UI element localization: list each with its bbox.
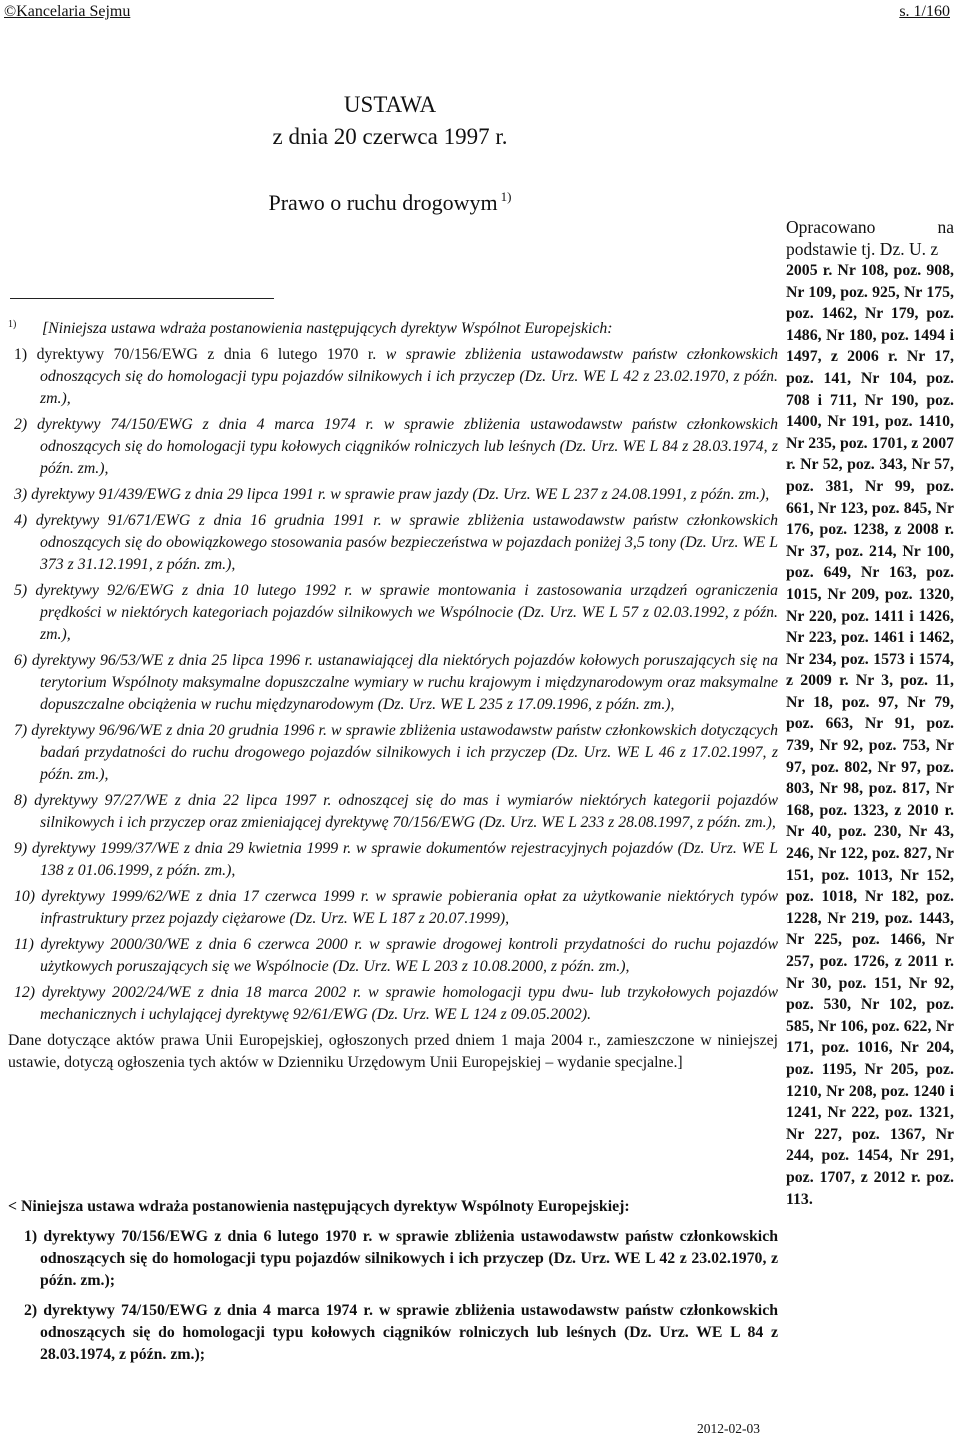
directive-text: w sprawie zbliżenia ustawodawstw państw członkowskich dotyczących badań przydatności do ruchu drogowego pojazdów silnikowych i ich przyczep (Dz. Urz. WE L 46 z 17.02.1997, z późn. zm.), [40, 722, 778, 783]
source-note-title: Opracowano na podstawie tj. Dz. U. z [786, 217, 954, 259]
source-note [786, 216, 954, 1210]
amended-intro: < Niniejsza ustawa wdraża postanowienia następujących dyrektyw Wspólnoty Europejskiej: [8, 1198, 630, 1215]
source-note-body: 2005 r. Nr 108, poz. 908, Nr 109, poz. 925, Nr 175, poz. 1462, Nr 179, poz. 1486, Nr 180, poz. 1494 i 1497, z 2006 r. Nr 17, poz. 141, Nr 104, poz. 708 i 711, Nr 190, poz. 1400, Nr 191, poz. 1410, Nr 235, poz. 1701, z 2007 r. Nr 52, poz. 343, Nr 57, poz. 381, Nr 99, poz. 661, Nr 123, poz. 845, Nr 176, poz. 1238, z 2008 r. Nr 37, poz. 214, Nr 100, poz. 649, Nr 163, poz. 1015, Nr 209, poz. 1320, Nr 220, poz. 1411 i 1426, Nr 223, poz. 1461 i 1462, Nr 234, poz. 1573 i 1574, z 2009 r. Nr 3, poz. 11, Nr 18, poz. 97, Nr 79, poz. 663, Nr 91, poz. 739, Nr 92, poz. 753, Nr 97, poz. 802, Nr 97, poz. 803, Nr 98, poz. 817, Nr 168, poz. 1323, z 2010 r. Nr 40, poz. 230, Nr 43, 246, Nr 122, poz. 827, Nr 151, poz. 1013, Nr 152, poz. 1018, Nr 182, poz. 1228, Nr 219, poz. 1443, Nr 225, poz. 1466, Nr 257, poz. 1726, z 2011 r. Nr 30, poz. 151, Nr 92, poz. 530, Nr 102, poz. 585, Nr 106, poz. 622, Nr 171, poz. 1016, Nr 204, poz. 1195, Nr 205, poz. 1210, Nr 208, poz. 1240 i 1241, Nr 222, poz. 1321, Nr 227, poz. 1367, Nr 244, poz. 1454, Nr 291, poz. 1707, z 2012 r. poz. 113. [786, 262, 954, 1208]
directive-text: w sprawie dokumentów rejestracyjnych pojazdów (Dz. Urz. WE L 138 z 01.06.1999, z późn. zm.), [40, 840, 778, 879]
directive-text: odnoszącej się do mas i wymiarów niektórych kategorii pojazdów silnikowych i ich przyczep oraz zmieniającej dyrektywę 70/156/EWG (Dz. Urz. WE L 233 z 28.08.1997, z późn. zm.), [40, 792, 778, 831]
directive-lead: 7) dyrektywy 96/96/WE z dnia 20 grudnia 1996 r. [14, 722, 327, 739]
directive-item [8, 790, 778, 834]
page-number-link[interactable]: s. 1/160 [899, 3, 950, 20]
directive-lead: 12) dyrektywy 2002/24/WE z dnia 18 marca 2002 r. [14, 984, 362, 1001]
footnote-intro [8, 318, 778, 340]
directive-item [8, 580, 778, 646]
directive-lead: 11) dyrektywy 2000/30/WE z dnia 6 czerwca 2000 r. [14, 936, 363, 953]
directive-item [8, 414, 778, 480]
footnote-tail: Dane dotyczące aktów prawa Unii Europejskiej, ogłoszonych przed dniem 1 maja 2004 r., zamieszczone w niniejszej ustawie, dotyczą ogłoszenia tych aktów w Dzienniku Urzędowym Unii Europejskiej – wydanie specjalne.] [8, 1032, 778, 1071]
directive-item [8, 720, 778, 786]
page-date: 2012-02-03 [697, 1421, 760, 1436]
directive-item [8, 934, 778, 978]
directive-lead: 3) dyrektywy 91/439/EWG z dnia 29 lipca 1991 r. [14, 486, 327, 503]
directive-lead: 5) dyrektywy 92/6/EWG z dnia 10 lutego 1992 r. [14, 582, 353, 599]
directive-item [8, 484, 778, 506]
act-date-title: z dnia 20 czerwca 1997 r. [272, 124, 508, 149]
amended-list [8, 1226, 778, 1366]
directive-item [8, 982, 778, 1026]
directive-list [8, 344, 778, 1026]
directive-item [8, 510, 778, 576]
act-name-title [0, 190, 780, 219]
footnote-mark: 1) [8, 319, 17, 330]
directive-text: w sprawie homologacji typu dwu- lub trzykołowych pojazdów mechanicznych i uchylającej dyrektywę 92/61/EWG (Dz. Urz. WE L 124 z 09.05.2002). [40, 984, 778, 1023]
amended-provision [8, 1196, 778, 1366]
directive-lead: 6) dyrektywy 96/53/WE z dnia 25 lipca 1996 r. [14, 652, 313, 669]
directive-text: w sprawie zbliżenia ustawodawstw państw członkowskich odnoszących się do obowiązkowego stosowania pasów bezpieczeństwa w pojazdach poniżej 3,5 tony (Dz. Urz. WE L 373 z 31.12.1991, z późn. zm.), [40, 512, 778, 573]
directive-text: w sprawie pobierania opłat za użytkowanie niektórych typów infrastruktury przez pojazdy ciężarowe (Dz. Urz. WE L 187 z 20.07.1999), [40, 888, 778, 927]
directive-item [8, 838, 778, 882]
directive-item [8, 344, 778, 410]
directive-item [8, 886, 778, 930]
directive-text: w sprawie drogowej kontroli przydatności do ruchu pojazdów użytkowych poruszających się we Wspólnocie (Dz. Urz. WE L 203 z 10.08.2000, z późn. zm.), [40, 936, 778, 975]
kancelaria-sejmu-link[interactable]: ©Kancelaria Sejmu [4, 3, 131, 20]
directive-lead: 8) dyrektywy 97/27/WE z dnia 22 lipca 1997 r. [14, 792, 332, 809]
amended-item: 2) dyrektywy 74/150/EWG z dnia 4 marca 1974 r. w sprawie zbliżenia ustawodawstw państw członkowskich odnoszących się do homologacji typu kołowych ciągników rolniczych lub leśnych (Dz. Urz. WE L 84 z 28.03.1974, z późn. zm.); [24, 1302, 778, 1363]
directive-text: w sprawie montowania i zastosowania urządzeń ograniczenia prędkości w niektórych kategoriach pojazdów silnikowych we Wspólnocie (Dz. Urz. WE L 57 z 02.03.1992, z późn. zm.), [40, 582, 778, 643]
directive-text: w sprawie praw jazdy (Dz. Urz. WE L 237 z 24.08.1991, z późn. zm.), [326, 486, 770, 503]
directive-lead: 10) dyrektywy 1999/62/WE z dnia 17 czerwca 1999 r. [14, 888, 370, 905]
directive-text: w sprawie zbliżenia ustawodawstw państw członkowskich odnoszących się do homologacji typu pojazdów silnikowych i ich przyczep (Dz. Urz. WE L 42 z 23.02.1970, z późn. zm.), [40, 346, 778, 407]
footnote-reference[interactable]: 1) [500, 189, 512, 204]
footnote-intro-text: [Niniejsza ustawa wdraża postanowienia następujących dyrektyw Wspólnot Europejskich: [42, 320, 613, 337]
directive-lead: 1) dyrektywy 70/156/EWG z dnia 6 lutego 1970 r. [14, 346, 377, 363]
directive-lead: 2) dyrektywy 74/150/EWG z dnia 4 marca 1974 r. [14, 416, 374, 433]
directive-lead: 4) dyrektywy 91/671/EWG z dnia 16 grudnia 1991 r. [14, 512, 382, 529]
amended-item: 1) dyrektywy 70/156/EWG z dnia 6 lutego 1970 r. w sprawie zbliżenia ustawodawstw państw członkowskich odnoszących się do homologacji typu pojazdów silnikowych i ich przyczep (Dz. Urz. WE L 42 z 23.02.1970, z późn. zm.); [24, 1228, 778, 1289]
act-type-title: USTAWA [343, 92, 437, 117]
directive-text: w sprawie zbliżenia ustawodawstw państw członkowskich odnoszących się do homologacji typu kołowych ciągników rolniczych lub leśnych (Dz. Urz. WE L 84 z 28.03.1974, z późn. zm.), [40, 416, 778, 477]
act-name-text: Prawo o ruchu drogowym [268, 190, 498, 215]
footnote-block [8, 318, 778, 1074]
directive-item [8, 650, 778, 716]
footnote-separator [10, 298, 274, 299]
directive-text: ustanawiającej dla niektórych pojazdów kołowych poruszających się na terytorium Wspólnoty maksymalne dopuszczalne wymiary w ruchu krajowym i międzynarodowym oraz maksymalne dopuszczalne obciążenia w ruchu międzynarodowym (Dz. Urz. WE L 235 z 17.09.1996, z późn. zm.), [40, 652, 778, 713]
directive-lead: 9) dyrektywy 1999/37/WE z dnia 29 kwietnia 1999 r. [14, 840, 352, 857]
